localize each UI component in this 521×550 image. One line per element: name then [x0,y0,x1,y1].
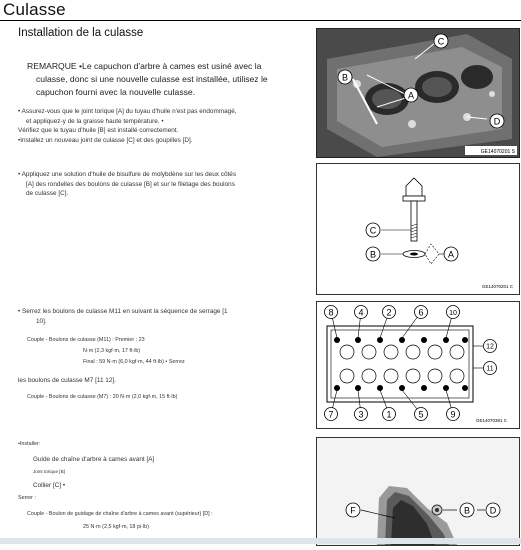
instruction-line: •Installez un nouveau joint de culasse [C] et des goupilles [D]. [18,136,193,144]
bolt-washer-diagram [316,163,520,295]
callout-d [490,114,504,128]
instruction-line: de culasse [C]. [26,190,69,197]
callout-label: F [350,505,356,516]
remark-note [27,60,295,99]
page-title: Culasse [3,0,66,19]
sequence-number: 8 [328,307,334,318]
sequence-number: 1 [386,409,392,420]
cylinder-head-photo [316,28,520,158]
callout-f [346,503,360,517]
remark-line: culasse, donc si une nouvelle culasse est installée, utilisez le [36,74,268,84]
callout-c [366,223,380,237]
tighten-heading: Serrer : [18,495,36,501]
remark-line: capuchon fourni avec la nouvelle culasse. [36,87,196,97]
callout-label: D [493,116,501,127]
callout-label: B [463,505,471,516]
bottom-bar [0,538,521,544]
sequence-number: 3 [358,409,364,420]
chain-guide-photo [316,437,520,546]
photo-illustration [317,29,519,157]
instruction-line-m7: les boulons de culasse M7 [11 12]. [18,377,116,384]
tightening-sequence-diagram [316,301,520,429]
figure-code: GE14070201 C [481,284,513,289]
torque-line: Final : 59 N·m (6,0 kgf·m, 44 ft·lb) • Serrez [83,359,185,365]
sequence-number: 5 [418,409,424,420]
bolt-illustration [317,164,519,294]
instruction-line: et appliquez-y de la graisse haute température. • [26,117,164,125]
instruction-line: • Assurez-vous que le joint torique [A] du tuyau d'huile n'est pas endommagé, [18,108,237,115]
sequence-number: 9 [450,409,456,420]
callout-d [486,503,500,517]
instruction-block-1 [18,107,310,145]
sequence-number: 11 [486,365,494,373]
callout-b [460,503,474,517]
instruction-line: • Appliquez une solution d'huile de bisulfure de molybdène sur les deux côtés [18,171,237,178]
callout-label: B [369,249,377,260]
instruction-block-3 [18,307,310,326]
callout-label: B [341,72,349,83]
callout-c [434,34,448,48]
sequence-number: 4 [358,307,364,318]
figure-code: GE14070381 C [475,418,507,423]
torque-spec-guide: Couple - Boulon de guidage de chaîne d'arbre à cames avant (supérieur) [D] : [27,511,213,517]
install-item: Joint torique [B] [33,469,65,474]
section-title: Installation de la culasse [18,27,144,39]
install-heading: •Installer: [18,441,41,447]
sequence-number: 7 [328,409,334,420]
sequence-number: 6 [418,307,424,318]
callout-label: D [489,505,497,516]
callout-b [366,247,380,261]
callout-a [444,247,458,261]
instruction-line: • Serrez les boulons de culasse M11 en suivant la séquence de serrage [1 [18,308,228,315]
torque-spec-m11 [27,335,312,368]
callout-b [338,70,352,84]
sequence-number: 10 [449,310,457,317]
instruction-line: [A] des rondelles des boulons de culasse [B] et sur le filetage des boulons [26,180,235,188]
callout-label: A [407,90,415,101]
callout-a [404,88,418,102]
callout-label: C [369,225,377,236]
install-item: Guide de chaîne d'arbre à cames avant [A] [33,456,155,463]
torque-spec-m7: Couple - Boulons de culasse (M7) : 20 N·m (2,0 kgf·m, 15 ft·lb) [27,394,178,400]
install-item: Collier [C] • [33,482,66,489]
torque-spec-guide-value: 25 N·m (2,5 kgf·m, 18 pi·lb) [83,524,149,530]
instruction-line: Vérifiez que le tuyau d'huile [B] est installé correctement. [18,127,179,134]
instruction-line: 10]. [36,317,47,325]
photo-illustration [317,438,519,545]
sequence-number: 2 [386,307,392,318]
title-divider [0,20,521,21]
sequence-illustration [317,302,519,428]
remark-line: REMARQUE •Le capuchon d'arbre à cames est usiné avec la [27,61,262,71]
figure-code: GE14070201 S [480,149,515,155]
sequence-number: 12 [486,343,494,351]
instruction-block-2 [18,170,310,199]
callout-label: A [447,249,455,260]
torque-line: Couple - Boulons de culasse (M11) : Premier : 23 [27,337,145,343]
callout-label: C [437,36,445,47]
torque-line: N·m (2,3 kgf·m, 17 ft·lb) [83,348,141,354]
